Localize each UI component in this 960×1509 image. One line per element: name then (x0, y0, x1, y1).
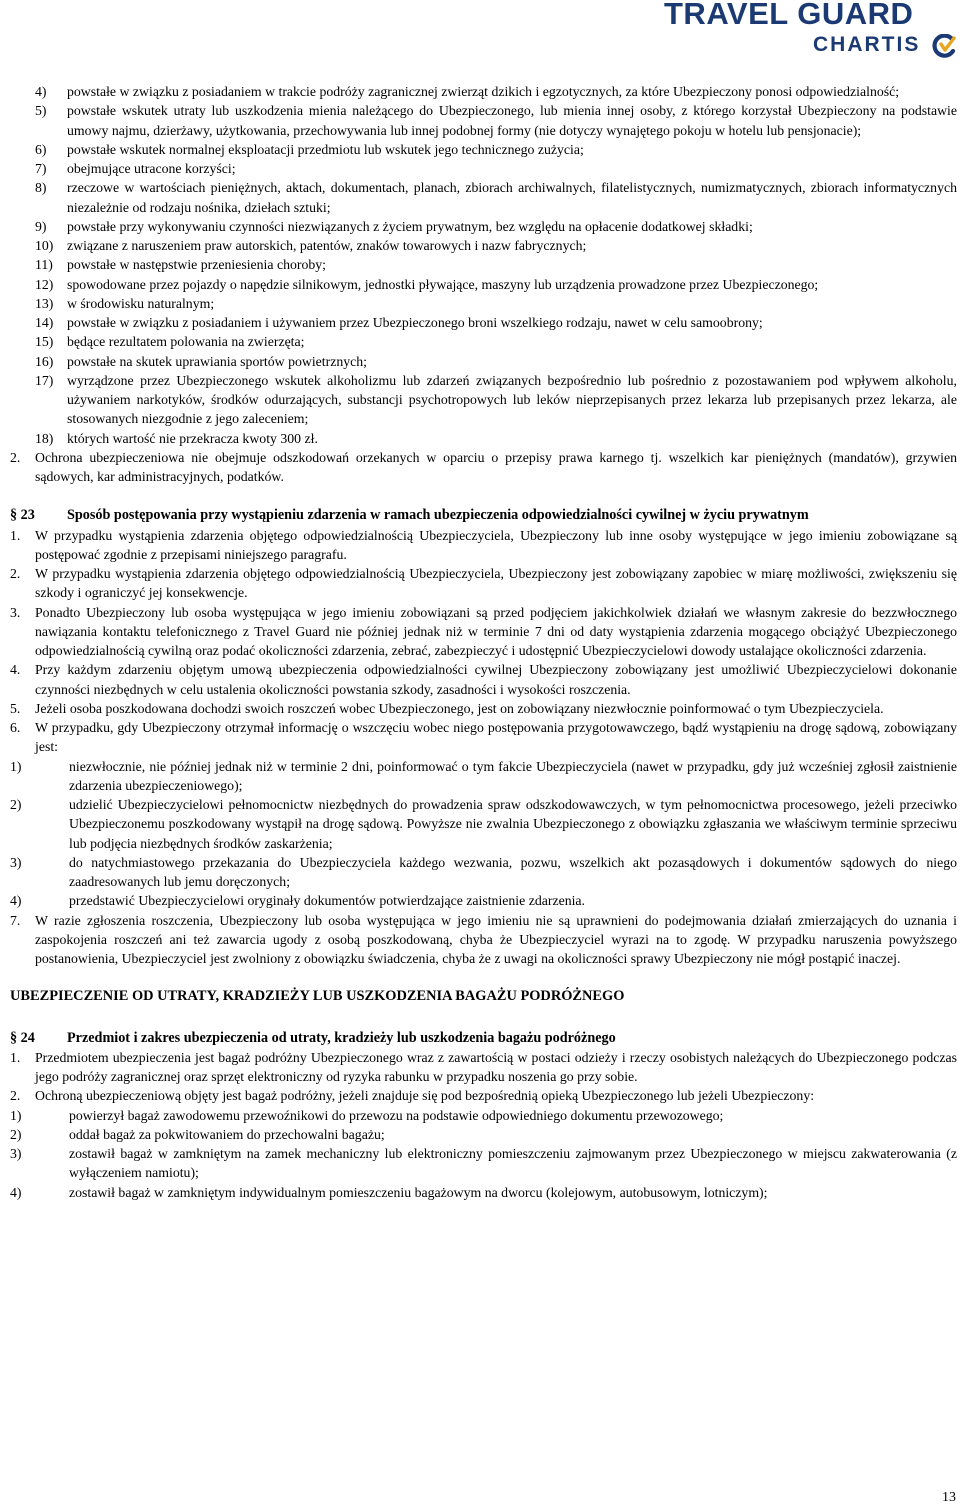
list-item (10, 429, 957, 448)
list-item (10, 82, 957, 101)
item-text: niezwłocznie, nie później jednak niż w terminie 2 dni, poinformować o tym fakcie Ubezpieczyciela (nawet w przypadku, gdy już wcześniej zgłosił zaistnienie zdarzenia ubezpieczeniowego); (69, 758, 957, 793)
list-item (10, 795, 957, 853)
item-text: powstałe na skutek uprawiania sportów powietrznych; (67, 353, 368, 369)
point-7 (10, 911, 957, 969)
section-title: Przedmiot i zakres ubezpieczenia od utraty, kradzieży lub uszkodzenia bagażu podróżnego (67, 1029, 616, 1046)
item-text: powstałe wskutek normalnej eksploatacji przedmiotu lub wskutek jego technicznego zużycia; (67, 141, 584, 157)
item-text: Przy każdym zdarzeniu objętym umową ubezpieczenia odpowiedzialności cywilnej Ubezpieczony zobowiązany jest umożliwić Ubezpieczycielowi dokonanie czynności niezbędnych w celu ustalenia okoliczności powstania szkody, zasadności i wysokości roszczenia. (35, 662, 957, 697)
item-number: 17) (35, 372, 54, 388)
item-text: udzielić Ubezpieczycielowi pełnomocnictw niezbędnych do prowadzenia spraw odszkodowawczych, w tym pełnomocnictwa procesowego, jeżeli przeciwko Ubezpieczonemu poszkodowany wystąpił na drogę sądową. Powyższe nie zwalnia Ubezpieczonego z obowiązku zgłaszania we właściwym terminie sprzeciwu lub podjęcia niezbędnych środków zaskarżenia; (69, 797, 957, 851)
item-text: Przedmiotem ubezpieczenia jest bagaż podróżny Ubezpieczonego wraz z zawartością w postaci odzieży i rzeczy osobistych należących do Ubezpieczonego podczas jego podróży zagranicznej oraz sprzęt elektroniczny od ryzyka rabunku w przypadku noszenia go przy sobie. (35, 1049, 957, 1084)
item-number: 5) (35, 103, 47, 119)
list-item (10, 660, 957, 699)
section-23-heading (10, 506, 957, 525)
list-item (10, 1048, 957, 1087)
item-text: zostawił bagaż w zamkniętym indywidualnym pomieszczeniu bagażowym na dworcu (kolejowym, autobusowym, lotniczym); (69, 1184, 768, 1200)
item-number: 6) (35, 141, 47, 157)
list-item (10, 699, 957, 718)
item-number: 6. (10, 720, 21, 735)
section-24-heading (10, 1029, 957, 1048)
item-number: 1. (10, 1049, 21, 1065)
item-text: Ponadto Ubezpieczony lub osoba występująca w jego imieniu zobowiązani są przed podjęciem jakichkolwiek działań we własnym zakresie do bezzwłocznego nawiązania kontaktu telefonicznego z Travel Guard nie później jednak niż w terminie 7 dni od daty wystąpienia zdarzenia mogącego obciążyć Ubezpieczonego odpowiedzialnością cywilną oraz podać okoliczności zdarzenia, zebrać, zabezpieczyć i udostępnić Ubezpieczycielowi dowody ustalające okoliczności zdarzenia. (35, 604, 957, 658)
item-text: W przypadku, gdy Ubezpieczony otrzymał informację o wszczęciu wobec niego postępowania przygotowawczego, bądź wystąpieniu na drogę sądową, zobowiązany jest: (35, 720, 957, 755)
list-item (10, 313, 957, 332)
section-number: § 23 (10, 507, 35, 524)
item-text: w środowisku naturalnym; (67, 295, 215, 311)
list-item (10, 217, 957, 236)
list-item (10, 178, 957, 217)
item-text: zostawił bagaż w zamkniętym na zamek mechaniczny lub elektroniczny pomieszczeniu zajmowanym przez Ubezpieczonego w miejscu zakwaterowania (z wyłączeniem namiotu); (69, 1146, 957, 1181)
item-number: 4) (10, 893, 22, 909)
list-item (10, 352, 957, 371)
travel-guard-chartis-logo (658, 0, 960, 62)
item-number: 7) (35, 161, 47, 176)
point-text: W razie zgłoszenia roszczenia, Ubezpieczony lub osoba występująca w jego imieniu nie są uprawnieni do podejmowania działań zmierzających do uznania i zaspokojenia roszczeń ani też zawarcia ugody z osobą poszkodowaną, chyba że Ubezpieczyciel wyrazi na to zgodę. W przypadku naruszenia powyższego postanowienia, Ubezpieczyciel jest zwolniony z obowiązku świadczenia, chyba że z uwagi na okoliczności sprawy Ubezpieczony nie mógł postąpić inaczej. (35, 912, 957, 966)
item-text: Jeżeli osoba poszkodowana dochodzi swoich roszczeń wobec Ubezpieczonego, jest on zobowiązany niezwłocznie poinformować o tym Ubezpieczyciela. (35, 700, 884, 716)
item-number: 4) (35, 84, 47, 99)
item-number: 4. (10, 662, 21, 678)
item-number: 5. (10, 700, 21, 716)
item-number: 3) (10, 854, 22, 870)
item-text: związane z naruszeniem praw autorskich, patentów, znaków towarowych i nazw fabrycznych; (67, 238, 587, 253)
point-number: 2. (10, 449, 21, 465)
item-number: 2) (10, 797, 22, 812)
item-number: 18) (35, 430, 54, 446)
section-24-points (10, 1048, 957, 1106)
item-number: 2) (10, 1126, 22, 1142)
item-text: będące rezultatem polowania na zwierzęta; (67, 334, 305, 350)
item-text: powstałe przy wykonywaniu czynności niezwiązanych z życiem prywatnym, bez względu na opłacenie dodatkowej składki; (67, 218, 753, 234)
chapter-title: UBEZPIECZENIE OD UTRATY, KRADZIEŻY LUB USZKODZENIA BAGAŻU PODRÓŻNEGO (10, 988, 625, 1005)
item-number: 1) (10, 1107, 22, 1123)
list-item (10, 1086, 957, 1105)
item-number: 4) (10, 1184, 22, 1200)
list-item (10, 891, 957, 910)
logo-chartis-text: CHARTIS (813, 33, 921, 56)
item-text: Ochroną ubezpieczeniową objęty jest bagaż podróżny, jeżeli znajduje się pod bezpośrednią opieką Ubezpieczonego lub jeżeli Ubezpieczony: (35, 1088, 815, 1104)
point-text: Ochrona ubezpieczeniowa nie obejmuje odszkodowań orzekanych w oparciu o przepisy prawa karnego tj. wszelkich kar pieniężnych (mandatów), grzywien sądowych, kar administracyjnych, podatków. (35, 449, 957, 484)
list-item (10, 1125, 957, 1144)
item-number: 13) (35, 295, 54, 311)
item-number: 15) (35, 334, 54, 350)
point-number: 7. (10, 912, 21, 928)
item-number: 2. (10, 1088, 21, 1104)
item-text: których wartość nie przekracza kwoty 300 zł. (67, 430, 318, 446)
item-text: powierzył bagaż zawodowemu przewoźnikowi do przewozu na podstawie odpowiedniego dokumentu przewozowego; (69, 1107, 724, 1123)
page-number: 13 (942, 1490, 956, 1505)
item-number: 9) (35, 218, 47, 234)
list-item (10, 853, 957, 892)
item-text: W przypadku wystąpienia zdarzenia objętego odpowiedzialnością Ubezpieczyciela, Ubezpieczony lub inne osoby występujące w jego imieniu zobowiązane są postępować zgodnie z przepisami niniejszego paragrafu. (35, 527, 957, 562)
item-number: 3. (10, 604, 21, 620)
item-text: wyrządzone przez Ubezpieczonego wskutek alkoholizmu lub zdarzeń związanych bezpośrednio lub pośrednio z pozostawaniem pod wpływem alkoholu, używaniem narkotyków, środków odurzających, substancji psychotropowych lub leków nieprzepisanych przez lekarza lub przepisanych przez lekarza, ale stosowanych niezgodnie z jego zaleceniem; (67, 372, 957, 427)
item-number: 10) (35, 238, 54, 253)
item-text: obejmujące utracone korzyści; (67, 161, 236, 176)
list-item (10, 564, 957, 603)
item-text: powstałe w następstwie przeniesienia choroby; (67, 257, 326, 273)
item-number: 16) (35, 353, 54, 369)
section-23-subpoints (10, 757, 957, 911)
exclusions-list (10, 82, 957, 448)
list-item (10, 275, 957, 294)
section-24-subpoints (10, 1106, 957, 1202)
list-item (10, 159, 957, 178)
point-2 (10, 448, 957, 487)
list-item (10, 1106, 957, 1125)
list-item (10, 757, 957, 796)
list-item (10, 140, 957, 159)
list-item (10, 1144, 957, 1183)
item-number: 14) (35, 315, 54, 330)
item-text: oddał bagaż za pokwitowaniem do przechowalni bagażu; (69, 1126, 385, 1142)
item-number: 1) (10, 758, 22, 774)
list-item (10, 332, 957, 351)
chartis-swoosh-icon (932, 34, 956, 58)
list-item (10, 718, 957, 757)
list-item (10, 603, 957, 661)
section-23-points (10, 526, 957, 757)
item-text: przedstawić Ubezpieczycielowi oryginały dokumentów potwierdzające zaistnienie zdarzenia. (69, 893, 586, 909)
list-item (10, 294, 957, 313)
item-number: 11) (35, 257, 53, 273)
item-text: do natychmiastowego przekazania do Ubezpieczyciela każdego wezwania, pozwu, wszelkich akt pozasądowych i dokumentów sądowych do niego zaadresowanych lub jemu doręczonych; (69, 854, 957, 889)
list-item (10, 101, 957, 140)
item-number: 8) (35, 180, 47, 196)
item-text: W przypadku wystąpienia zdarzenia objętego odpowiedzialnością Ubezpieczyciela, Ubezpieczony jest zobowiązany zapobiec w miarę możliwości, zwiększeniu się szkody i ograniczyć jej konsekwencje. (35, 566, 957, 601)
list-item (10, 255, 957, 274)
logo-travel-guard-text: TRAVEL GUARD (664, 0, 914, 31)
item-text: spowodowane przez pojazdy o napędzie silnikowym, jednostki pływające, maszyny lub urządzenia prowadzone przez Ubezpieczonego; (67, 276, 819, 292)
item-number: 1. (10, 527, 21, 543)
item-text: powstałe w związku z posiadaniem w trakcie podróży zagranicznej zwierząt dzikich i egzotycznych, za które Ubezpieczony ponosi odpowiedzialność; (67, 84, 900, 99)
item-number: 2. (10, 566, 21, 581)
list-item (10, 1183, 957, 1202)
item-text: powstałe wskutek utraty lub uszkodzenia mienia należącego do Ubezpieczonego, lub mienia innej osoby, z którego korzystał Ubezpieczony na podstawie umowy najmu, dzierżawy, użytkowania, przechowywania lub innej podobnej formy (nie dotyczy wynajętego pokoju w hotelu lub pensjonacie); (67, 103, 957, 138)
list-item (10, 236, 957, 255)
item-number: 3) (10, 1146, 22, 1161)
item-number: 12) (35, 276, 54, 292)
list-item (10, 526, 957, 565)
item-text: powstałe w związku z posiadaniem i używaniem przez Ubezpieczonego broni wszelkiego rodzaju, nawet w celu samoobrony; (67, 315, 763, 330)
list-item (10, 371, 957, 429)
section-number: § 24 (10, 1029, 35, 1046)
document-body (10, 82, 957, 1202)
section-title: Sposób postępowania przy wystąpieniu zdarzenia w ramach ubezpieczenia odpowiedzialności cywilnej w życiu prywatnym (67, 507, 809, 524)
item-text: rzeczowe w wartościach pieniężnych, aktach, dokumentach, planach, zbiorach archiwalnych, filatelistycznych, numizmatycznych, zbiorach informatycznych niezależnie od rodzaju nośnika, dziełach sztuki; (67, 180, 957, 215)
